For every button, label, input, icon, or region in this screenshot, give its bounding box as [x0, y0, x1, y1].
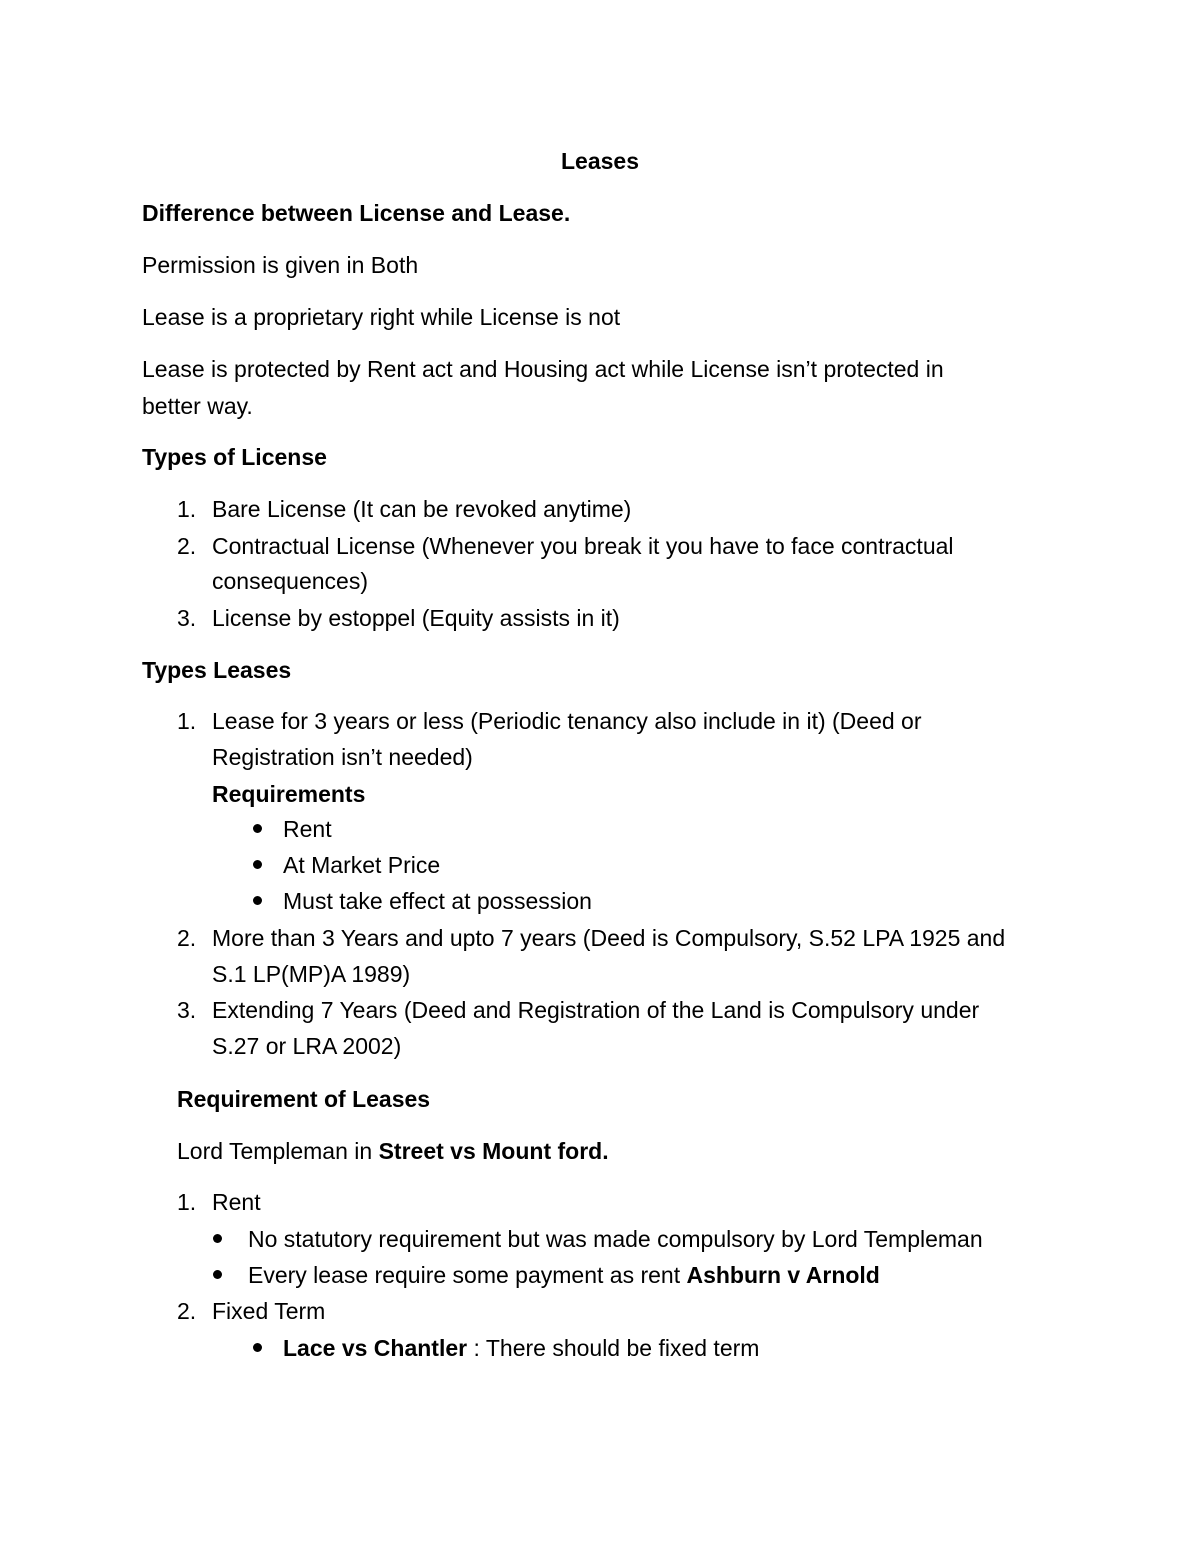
list-number: 2. — [177, 533, 197, 559]
bullet-icon — [253, 1343, 262, 1352]
list-item-text-continued: Registration isn’t needed) — [212, 744, 473, 770]
heading-license-types: Types of License — [142, 444, 327, 470]
list-number: 2. — [177, 925, 197, 951]
paragraph-proprietary-right: Lease is a proprietary right while License is not — [142, 304, 621, 330]
list-item-text: Lease for 3 years or less (Periodic tenancy also include in it) (Deed or — [212, 708, 922, 734]
heading-lease-requirements: Requirement of Leases — [177, 1086, 431, 1112]
list-number: 1. — [177, 1189, 197, 1215]
paragraph-protection-line1: Lease is protected by Rent act and Housing act while License isn’t protected in — [142, 356, 944, 382]
bullet-text: Must take effect at possession — [283, 888, 592, 914]
case-name: Lace vs Chantler — [283, 1335, 468, 1361]
case-name: Ashburn v Arnold — [686, 1262, 880, 1288]
bullet-text: Rent — [283, 816, 332, 842]
list-item-text: Fixed Term — [212, 1298, 326, 1324]
heading-lease-types: Types Leases — [142, 657, 292, 683]
paragraph-permission: Permission is given in Both — [142, 252, 419, 278]
list-number: 2. — [177, 1298, 197, 1324]
list-item-text: Contractual License (Whenever you break it you have to face contractual — [212, 533, 954, 559]
paragraph-street-v-mountford — [177, 1140, 609, 1163]
list-item-text: Bare License (It can be revoked anytime) — [212, 496, 632, 522]
list-item-text: License by estoppel (Equity assists in it) — [212, 605, 620, 631]
bullet-text: At Market Price — [283, 852, 441, 878]
bullet-icon — [213, 1234, 222, 1243]
list-number: 1. — [177, 708, 197, 734]
list-item-text: Extending 7 Years (Deed and Registration of the Land is Compulsory under — [212, 997, 980, 1023]
bullet-text: No statutory requirement but was made compulsory by Lord Templeman — [248, 1226, 983, 1252]
intro-text: Lord Templeman in — [177, 1138, 379, 1164]
bullet-icon — [253, 824, 262, 833]
document-title: Leases — [560, 148, 639, 174]
bullet-icon — [213, 1270, 222, 1279]
bullet-text-suffix: : There should be fixed term — [467, 1335, 760, 1361]
bullet-text — [248, 1264, 880, 1287]
list-item-text-continued: S.27 or LRA 2002) — [212, 1033, 402, 1059]
list-item-text: More than 3 Years and upto 7 years (Deed is Compulsory, S.52 LPA 1925 and — [212, 925, 1006, 951]
requirements-label: Requirements — [212, 781, 366, 807]
bullet-icon — [253, 896, 262, 905]
list-item-text: Rent — [212, 1189, 261, 1215]
list-number: 3. — [177, 605, 197, 631]
list-number: 3. — [177, 997, 197, 1023]
heading-difference: Difference between License and Lease. — [142, 200, 571, 226]
paragraph-protection-line2: better way. — [142, 393, 253, 419]
list-item-text-continued: consequences) — [212, 568, 368, 594]
list-number: 1. — [177, 496, 197, 522]
list-item-text-continued: S.1 LP(MP)A 1989) — [212, 961, 411, 987]
bullet-icon — [253, 860, 262, 869]
case-name: Street vs Mount ford. — [378, 1138, 609, 1164]
bullet-text — [283, 1337, 759, 1360]
bullet-text-prefix: Every lease require some payment as rent — [248, 1262, 687, 1288]
